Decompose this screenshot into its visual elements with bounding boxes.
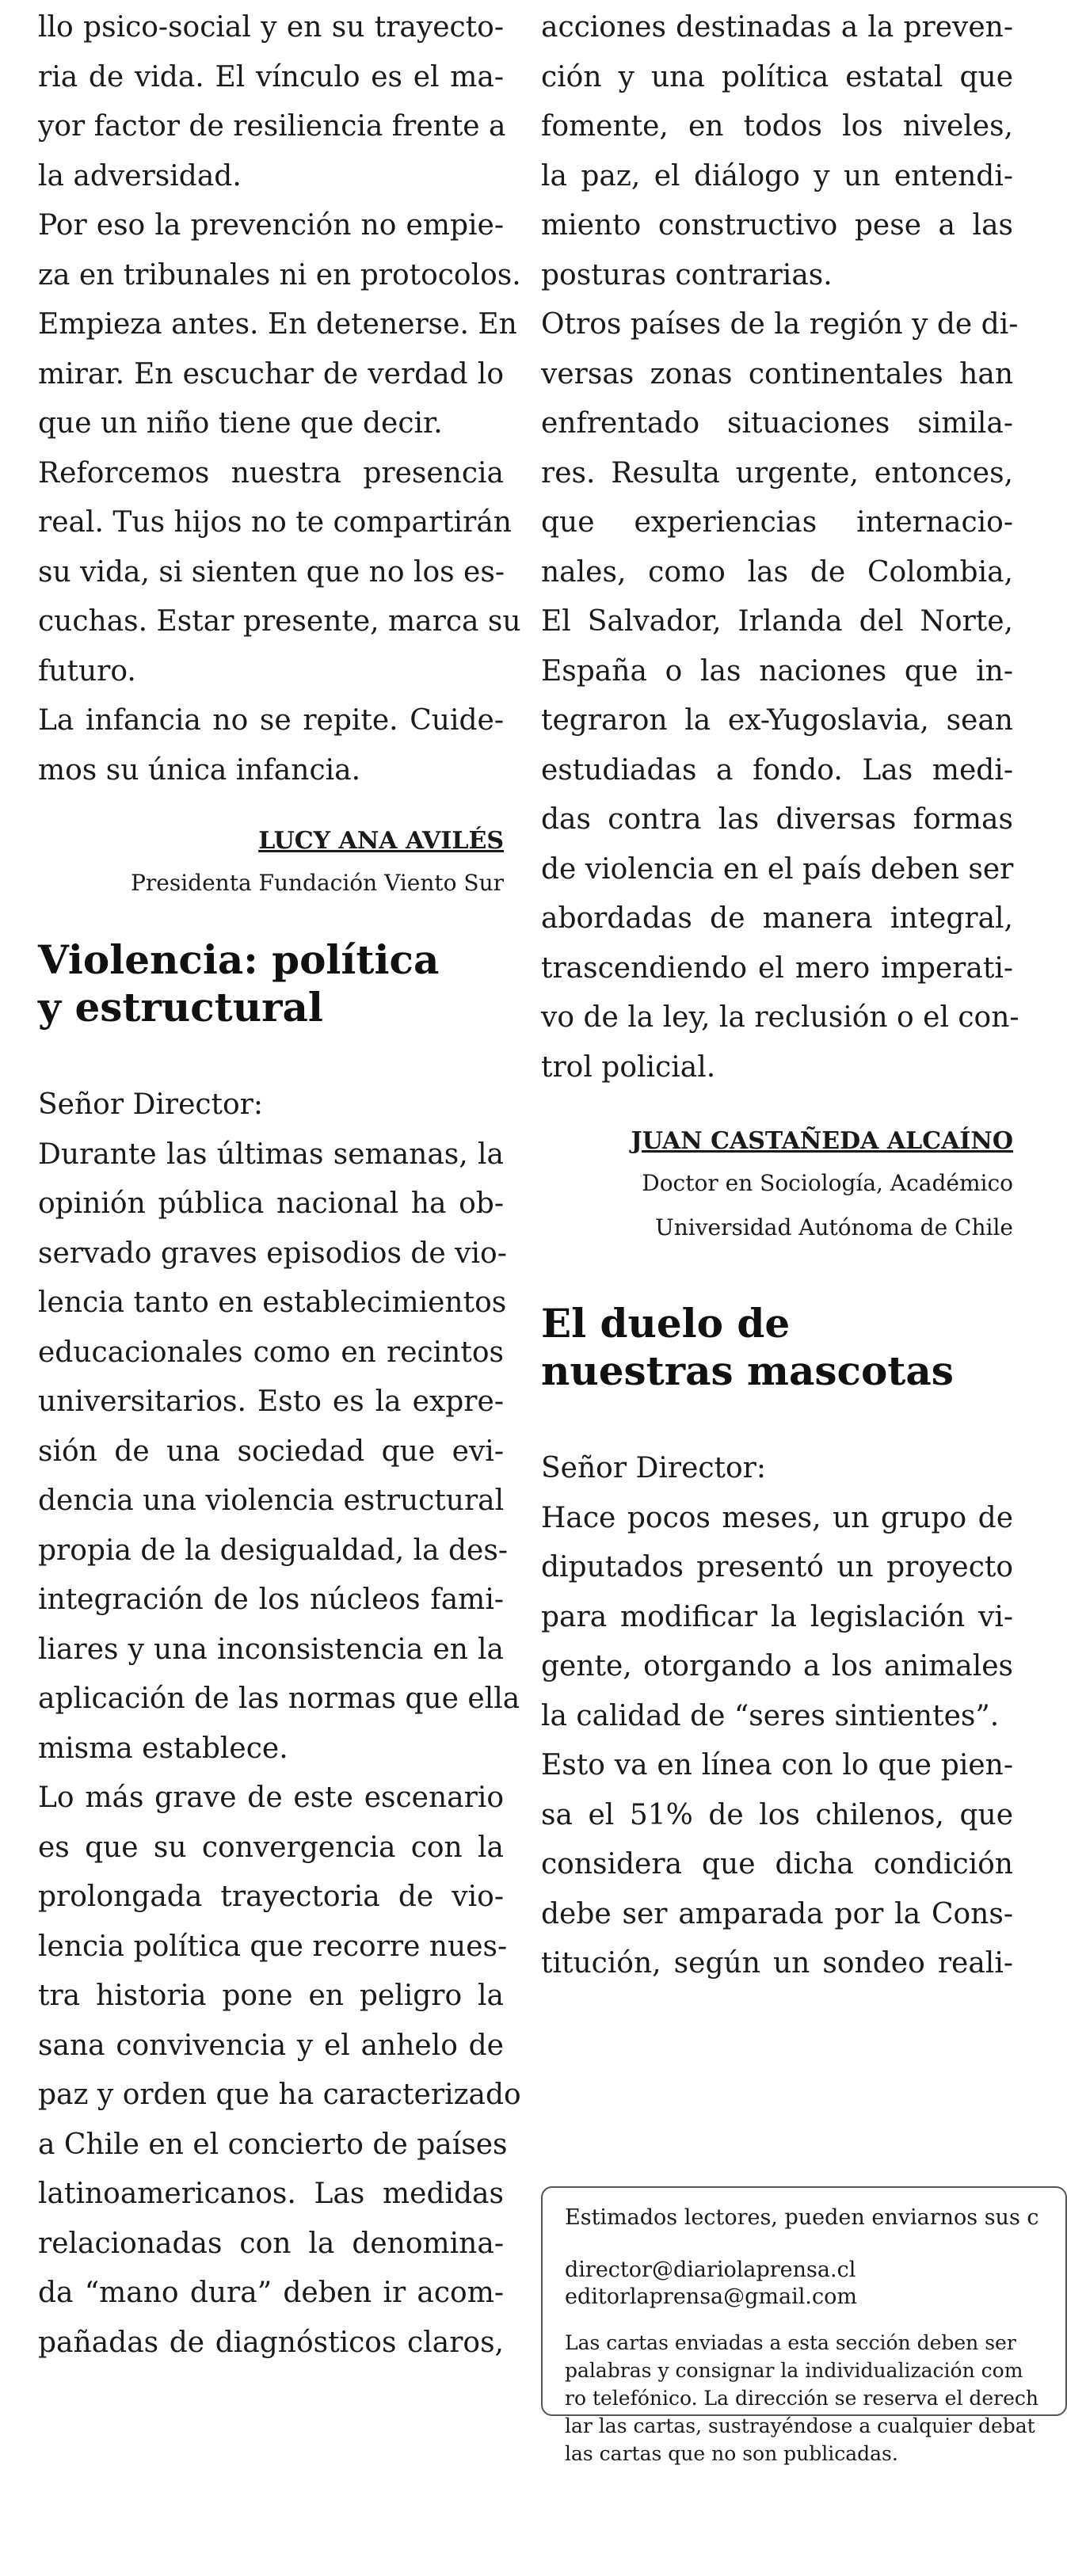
- text-line: misma establece.: [38, 1732, 288, 1765]
- text-line: de violencia en el país deben ser: [541, 852, 1014, 886]
- text-line: res. Resulta urgente, entonces,: [541, 456, 1013, 490]
- text-line: debe ser amparada por la Cons-: [541, 1897, 1013, 1930]
- text-line: su vida, si sienten que no los es-: [38, 555, 505, 589]
- text-line: acciones destinadas a la preven-: [541, 11, 1013, 44]
- notice-rule-line: palabras y consignar la individualización com: [565, 2359, 1023, 2382]
- left-column: [38, 3, 521, 2368]
- letter2-signature-name: JUAN CASTAÑEDA ALCAÍNO: [631, 1127, 1013, 1155]
- text-line: tegraron la ex-Yugoslavia, sean: [541, 704, 1013, 737]
- text-line: estudiadas a fondo. Las medi-: [541, 753, 1013, 787]
- text-line: dencia una violencia estructural: [38, 1484, 505, 1517]
- text-line: sa el 51% de los chilenos, que: [541, 1798, 1013, 1831]
- text-line: lencia política que recorre nues-: [38, 1930, 508, 1963]
- letter3-salutation: Señor Director:: [541, 1452, 767, 1484]
- notice-rule-line: ro telefónico. La dirección se reserva el derech: [565, 2387, 1039, 2410]
- text-line: Reforcemos nuestra presencia: [38, 456, 504, 490]
- text-line: ción y una política estatal que: [541, 60, 1013, 93]
- text-line: llo psico-social y en su trayecto-: [38, 11, 504, 44]
- text-line: La infancia no se repite. Cuide-: [38, 704, 504, 737]
- text-line: El Salvador, Irlanda del Norte,: [541, 605, 1013, 638]
- text-line: da “mano dura” deben ir acom-: [38, 2277, 504, 2309]
- text-line: Esto va en línea con lo que pien-: [541, 1749, 1013, 1781]
- letter2-headline-line1: Violencia: política: [38, 936, 440, 983]
- notice-email-director[interactable]: director@diariolaprensa.cl: [565, 2258, 856, 2282]
- text-line: ria de vida. El vínculo es el ma-: [38, 60, 504, 93]
- text-line: integración de los núcleos fami-: [38, 1583, 504, 1616]
- text-line: Empieza antes. En detenerse. En: [38, 308, 517, 341]
- text-line: propia de la desigualdad, la des-: [38, 1534, 508, 1567]
- text-line: trol policial.: [541, 1050, 716, 1084]
- text-line: opinión pública nacional ha ob-: [38, 1187, 504, 1220]
- notice-rule-line: Las cartas enviadas a esta sección deben ser: [565, 2331, 1016, 2354]
- text-line: posturas contrarias.: [541, 258, 833, 292]
- text-line: tra historia pone en peligro la: [38, 1980, 504, 2012]
- text-line: enfrentado situaciones simila-: [541, 407, 1013, 440]
- text-line: versas zonas continentales han: [541, 357, 1013, 391]
- text-line: es que su convergencia con la: [38, 1831, 504, 1864]
- text-line: paz y orden que ha caracterizado: [38, 2079, 521, 2111]
- notice-rule-line: las cartas que no son publicadas.: [565, 2442, 898, 2465]
- text-line: aplicación de las normas que ella: [38, 1682, 520, 1715]
- text-line: universitarios. Esto es la expre-: [38, 1385, 504, 1418]
- text-line: considera que dicha condición: [541, 1848, 1013, 1881]
- letter2-continued-body: [541, 3, 1019, 1092]
- text-line: za en tribunales ni en protocolos.: [38, 258, 521, 292]
- notice-rules: [565, 2329, 1038, 2467]
- text-line: vo de la ley, la reclusión o el con-: [541, 1001, 1019, 1034]
- right-column: [541, 3, 1019, 1989]
- letter3-headline-line2: nuestras mascotas: [541, 1347, 954, 1394]
- text-line: titución, según un sondeo reali-: [541, 1947, 1013, 1980]
- text-line: España o las naciones que in-: [541, 654, 1013, 688]
- text-line: Durante las últimas semanas, la: [38, 1137, 504, 1171]
- text-line: liares y una inconsistencia en la: [38, 1633, 504, 1666]
- text-line: sión de una sociedad que evi-: [38, 1435, 504, 1468]
- notice-intro: Estimados lectores, pueden enviarnos sus c: [565, 2205, 1039, 2230]
- letter1-signature-role: Presidenta Fundación Viento Sur: [131, 870, 504, 896]
- text-line: mirar. En escuchar de verdad lo: [38, 357, 504, 391]
- text-line: futuro.: [38, 654, 136, 688]
- text-line: pañadas de diagnósticos claros,: [38, 2326, 504, 2359]
- notice-rule-line: lar las cartas, sustrayéndose a cualquier debat: [565, 2414, 1035, 2437]
- text-line: gente, otorgando a los animales: [541, 1650, 1013, 1682]
- text-line: la paz, el diálogo y un entendi-: [541, 159, 1013, 192]
- letter2-salutation: Señor Director:: [38, 1088, 264, 1121]
- text-line: mos su única infancia.: [38, 753, 361, 787]
- text-line: miento constructivo pese a las: [541, 209, 1013, 242]
- letter3-headline-line1: El duelo de: [541, 1300, 791, 1347]
- text-line: prolongada trayectoria de vio-: [38, 1881, 504, 1913]
- text-line: para modificar la legislación vi-: [541, 1600, 1013, 1633]
- text-line: relacionadas con la denomina-: [38, 2227, 504, 2260]
- letter3-headline: [541, 1300, 1013, 1395]
- text-line: lencia tanto en establecimientos: [38, 1286, 507, 1319]
- letter2-headline-line2: y estructural: [38, 984, 323, 1031]
- text-line: Por eso la prevención no empie-: [38, 209, 504, 242]
- text-line: abordadas de manera integral,: [541, 902, 1013, 935]
- letter2-signature-role-2: Universidad Autónoma de Chile: [655, 1214, 1013, 1240]
- text-line: diputados presentó un proyecto: [541, 1551, 1013, 1583]
- text-line: a Chile en el concierto de países: [38, 2128, 508, 2161]
- text-line: trascendiendo el mero imperati-: [541, 951, 1013, 985]
- text-line: das contra las diversas formas: [541, 803, 1013, 836]
- text-line: nales, como las de Colombia,: [541, 555, 1013, 589]
- text-line: fomente, en todos los niveles,: [541, 110, 1013, 143]
- text-line: cuchas. Estar presente, marca su: [38, 605, 521, 638]
- text-line: que experiencias internacio-: [541, 506, 1013, 539]
- text-line: sana convivencia y el anhelo de: [38, 2029, 504, 2062]
- text-line: Hace pocos meses, un grupo de: [541, 1501, 1013, 1534]
- letter2-signature-role-1: Doctor en Sociología, Académico: [642, 1170, 1013, 1196]
- text-line: latinoamericanos. Las medidas: [38, 2178, 504, 2210]
- text-line: Otros países de la región y de di-: [541, 308, 1019, 341]
- text-line: servado graves episodios de vio-: [38, 1237, 507, 1270]
- text-line: la adversidad.: [38, 159, 242, 192]
- notice-email-editor[interactable]: editorlaprensa@gmail.com: [565, 2284, 857, 2309]
- letter2-body: [38, 1130, 521, 2368]
- letter1-body: [38, 3, 521, 795]
- letter3-body: [541, 1494, 1013, 1989]
- text-line: educacionales como en recintos: [38, 1336, 504, 1369]
- text-line: Lo más grave de este escenario: [38, 1781, 504, 1814]
- letter1-signature-name: LUCY ANA AVILÉS: [258, 827, 504, 855]
- text-line: la calidad de “seres sintientes”.: [541, 1699, 1000, 1732]
- letter2-headline: [38, 936, 504, 1031]
- text-line: real. Tus hijos no te compartirán: [38, 506, 512, 539]
- letters-notice-box: [541, 2186, 1067, 2465]
- text-line: yor factor de resiliencia frente a: [38, 110, 506, 143]
- text-line: que un niño tiene que decir.: [38, 407, 443, 440]
